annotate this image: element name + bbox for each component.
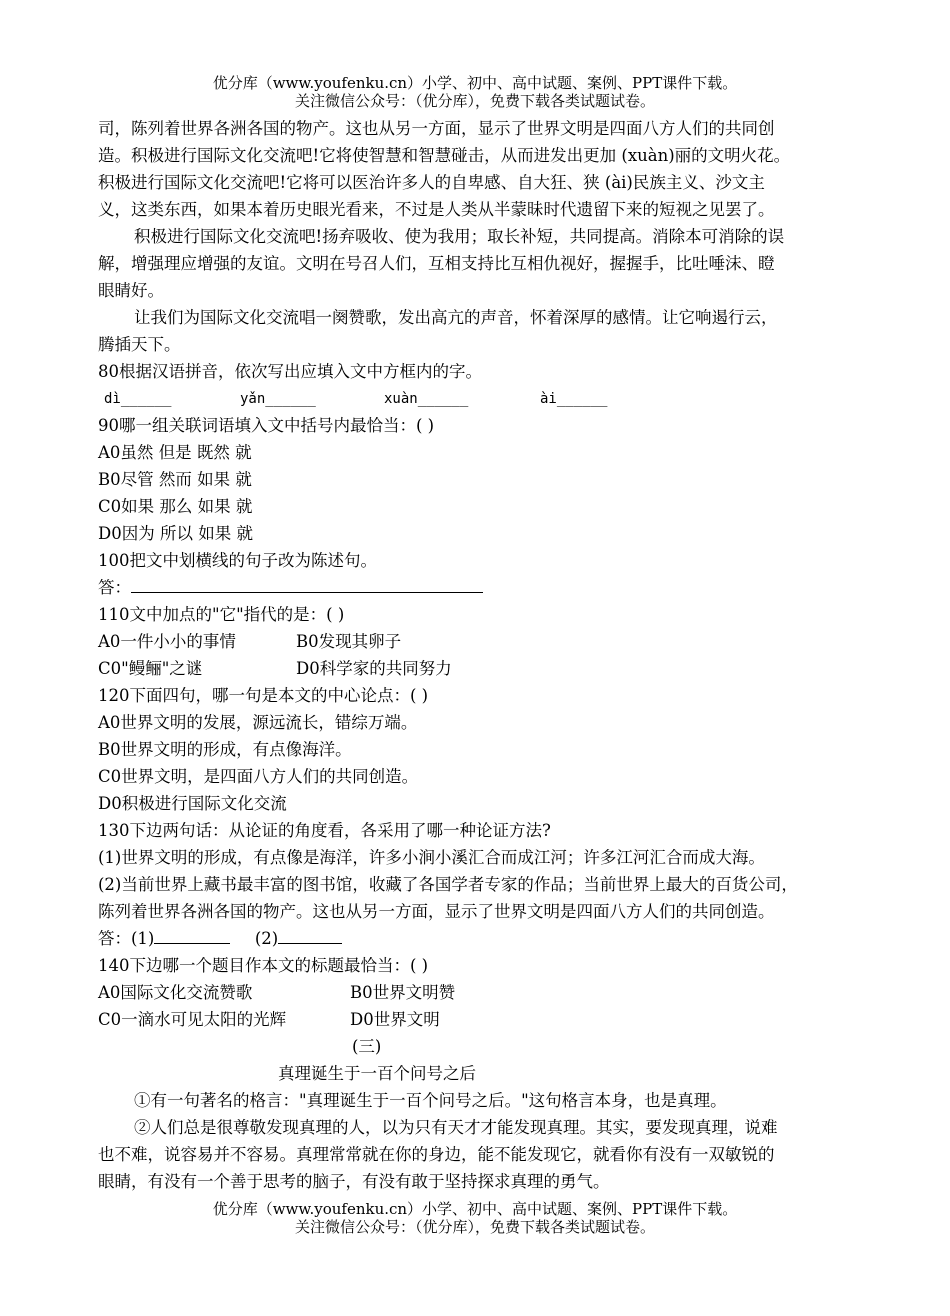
answer-prefix: 答：(1) bbox=[98, 929, 155, 948]
sentence-2: (2)当前世界上藏书最丰富的图书馆，收藏了各国学者专家的作品；当前世界上最大的百货公司， bbox=[98, 875, 798, 894]
passage-line: 义，这类东西，如果本着历史眼光看来，不过是人类从半蒙昧时代遗留下来的短视之见罢了。 bbox=[98, 200, 775, 219]
answer-label: 答： bbox=[98, 578, 131, 597]
option-a[interactable]: A0世界文明的发展，源远流长，错综万端。 bbox=[98, 713, 418, 732]
option-c[interactable]: C0世界文明，是四面八方人们的共同创造。 bbox=[98, 767, 419, 786]
option-c[interactable]: C0如果 那么 如果 就 bbox=[98, 497, 253, 516]
paragraph-2: ②人们总是很尊敬发现真理的人，以为只有天才才能发现真理。其实，要发现真理，说难 bbox=[134, 1118, 778, 1137]
option-d[interactable]: D0因为 所以 如果 就 bbox=[98, 524, 253, 543]
question-10-stem: 100把文中划横线的句子改为陈述句。 bbox=[98, 551, 377, 570]
option-d[interactable]: D0科学家的共同努力 bbox=[296, 659, 452, 678]
question-11-stem: 110文中加点的"它"指代的是：( ) bbox=[98, 605, 345, 624]
passage-line: 司，陈列着世界各洲各国的物产。这也从另一方面，显示了世界文明是四面八方人们的共同创 bbox=[98, 119, 775, 138]
sentence-2-cont: 陈列着世界各洲各国的物产。这也从另一方面，显示了世界文明是四面八方人们的共同创造。 bbox=[98, 902, 775, 921]
section-number: (三) bbox=[352, 1037, 382, 1056]
sentence-1: (1)世界文明的形成，有点像是海洋，许多小涧小溪汇合而成江河；许多江河汇合而成大海。 bbox=[98, 848, 765, 867]
option-a[interactable]: A0虽然 但是 既然 就 bbox=[98, 443, 252, 462]
page-footer bbox=[0, 1200, 950, 1236]
pinyin-xuan[interactable]: xuàn______ bbox=[384, 391, 469, 407]
paragraph-1: ①有一句著名的格言："真理诞生于一百个问号之后。"这句格言本身，也是真理。 bbox=[134, 1091, 727, 1110]
question-14-stem: 140下边哪一个题目作本文的标题最恰当：( ) bbox=[98, 956, 429, 975]
section-title: 真理诞生于一百个问号之后 bbox=[278, 1064, 476, 1083]
question-13-stem: 130下边两句话：从论证的角度看，各采用了哪一种论证方法? bbox=[98, 821, 551, 840]
option-b[interactable]: B0世界文明的形成，有点像海洋。 bbox=[98, 740, 352, 759]
paragraph-2-cont: 眼睛，有没有一个善于思考的脑子，有没有敢于坚持探求真理的勇气。 bbox=[98, 1172, 610, 1191]
option-d[interactable]: D0积极进行国际文化交流 bbox=[98, 794, 287, 813]
passage-line: 让我们为国际文化交流唱一阕赞歌，发出高亢的声音，怀着深厚的感情。让它响遏行云， bbox=[134, 308, 778, 327]
option-a[interactable]: A0国际文化交流赞歌 bbox=[98, 983, 253, 1002]
answer-blank[interactable] bbox=[131, 577, 483, 593]
passage-line: 积极进行国际文化交流吧!扬弃吸收、使为我用；取长补短，共同提高。消除本可消除的误 bbox=[134, 227, 785, 246]
question-12-stem: 120下面四句，哪一句是本文的中心论点：( ) bbox=[98, 686, 429, 705]
header-line-2: 关注微信公众号：（优分库），免费下载各类试题试卷。 bbox=[294, 92, 655, 110]
question-8-stem: 80根据汉语拼音，依次写出应填入文中方框内的字。 bbox=[98, 362, 482, 381]
passage-line: 积极进行国际文化交流吧!它将可以医治许多人的自卑感、自大狂、狭 (ài)民族主义、沙文主 bbox=[98, 173, 765, 192]
footer-line-1: 优分库（www.youfenku.cn）小学、初中、高中试题、案例、PPT课件下载。 bbox=[212, 1200, 738, 1218]
answer-line bbox=[98, 928, 342, 950]
option-c[interactable]: C0一滴水可见太阳的光辉 bbox=[98, 1010, 287, 1029]
header-line-1: 优分库（www.youfenku.cn）小学、初中、高中试题、案例、PPT课件下载。 bbox=[212, 74, 738, 92]
answer-mid: (2) bbox=[254, 929, 279, 948]
pinyin-yan[interactable]: yǎn______ bbox=[240, 391, 316, 407]
passage-line: 造。积极进行国际文化交流吧!它将使智慧和智慧碰击，从而进发出更加 (xuàn)丽的文明火花。 bbox=[98, 146, 791, 165]
option-a[interactable]: A0一件小小的事情 bbox=[98, 632, 236, 651]
page-header-top bbox=[0, 74, 950, 110]
option-b[interactable]: B0发现其卵子 bbox=[296, 632, 402, 651]
paragraph-2-cont: 也不难，说容易并不容易。真理常常就在你的身边，能不能发现它，就看你有没有一双敏锐的 bbox=[98, 1145, 775, 1164]
option-c[interactable]: C0"鳗鲡"之谜 bbox=[98, 659, 203, 678]
answer-blank-1[interactable] bbox=[154, 928, 230, 944]
passage-line: 眼睛好。 bbox=[98, 281, 164, 300]
option-d[interactable]: D0世界文明 bbox=[350, 1010, 440, 1029]
passage-line: 腾插天下。 bbox=[98, 335, 181, 354]
footer-line-2: 关注微信公众号：（优分库），免费下载各类试题试卷。 bbox=[294, 1218, 655, 1236]
passage-line: 解，增强理应增强的友谊。文明在号召人们，互相支持比互相仇视好，握握手，比吐唾沫、瞪 bbox=[98, 254, 775, 273]
option-b[interactable]: B0世界文明赞 bbox=[350, 983, 456, 1002]
pinyin-ai[interactable]: ài______ bbox=[540, 391, 608, 407]
option-b[interactable]: B0尽管 然而 如果 就 bbox=[98, 470, 252, 489]
answer-line[interactable] bbox=[98, 577, 483, 599]
answer-blank-2[interactable] bbox=[278, 928, 342, 944]
pinyin-di[interactable]: dì______ bbox=[104, 391, 172, 407]
question-9-stem: 90哪一组关联词语填入文中括号内最恰当：( ) bbox=[98, 416, 435, 435]
